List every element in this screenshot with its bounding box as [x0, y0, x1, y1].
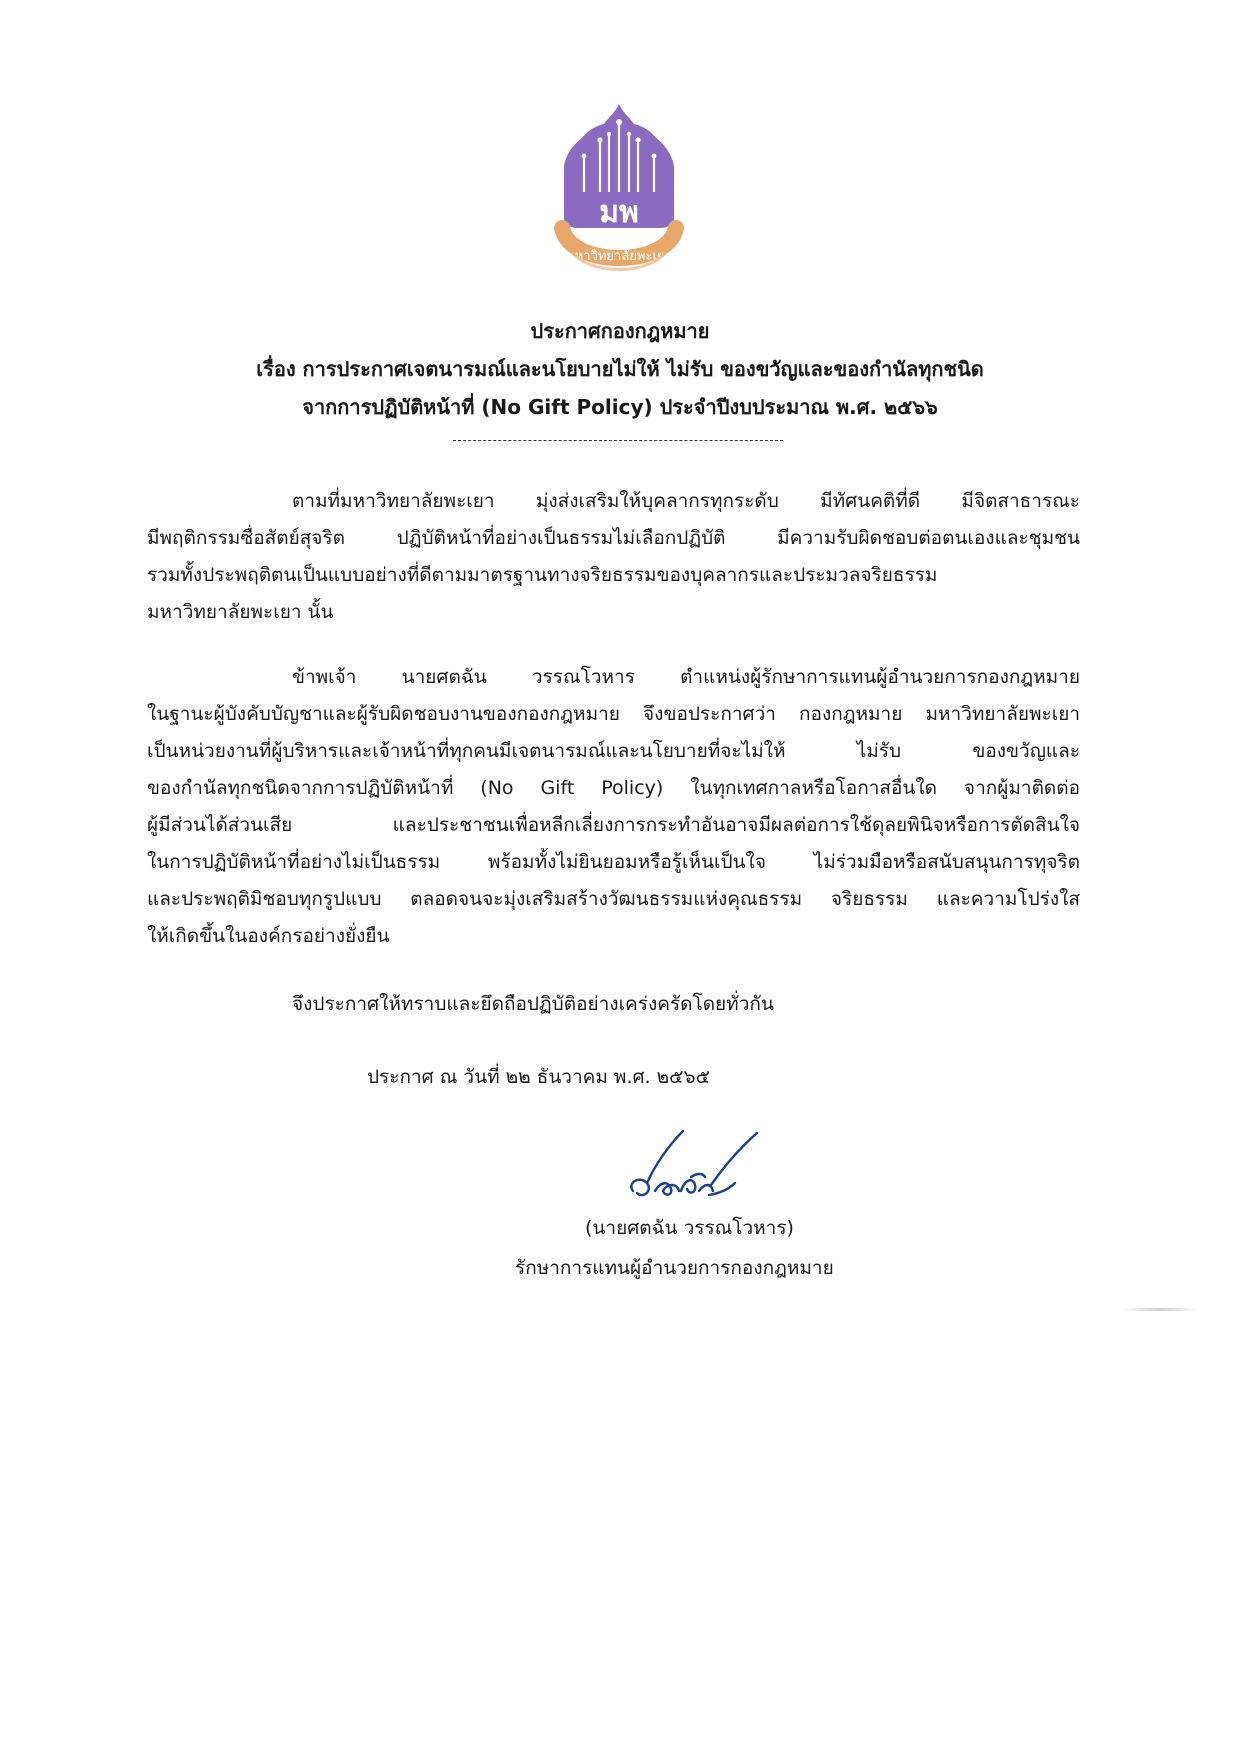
svg-text:มพ: มพ: [599, 195, 639, 230]
paragraph-1-line: ตามที่มหาวิทยาลัยพะเยา มุ่งส่งเสริมให้บุคลากรทุกระดับ มีทัศนคติที่ดี มีจิตสาธารณะ: [292, 490, 1080, 512]
signer-position: รักษาการแทนผู้อำนวยการกองกฎหมาย: [515, 1257, 834, 1279]
paragraph-1-line: มีพฤติกรรมซื่อสัตย์สุจริต ปฏิบัติหน้าที่อย่างเป็นธรรมไม่เลือกปฏิบัติ มีความรับผิดชอบต่อตนเองและชุมชน: [147, 527, 1080, 549]
closing-statement: จึงประกาศให้ทราบและยึดถือปฏิบัติอย่างเคร่งครัดโดยทั่วกัน: [292, 993, 774, 1015]
paragraph-2-line: ในการปฏิบัติหน้าที่อย่างไม่เป็นธรรม พร้อมทั้งไม่ยินยอมหรือรู้เห็นเป็นใจ ไม่ร่วมมือหรือสนับสนุนการทุจริต: [147, 851, 1080, 873]
paragraph-1-line: รวมทั้งประพฤติตนเป็นแบบอย่างที่ดีตามมาตรฐานทางจริยธรรมของบุคลากรและประมวลจริยธรรม: [147, 564, 938, 586]
scan-artifact: [1120, 1308, 1200, 1311]
paragraph-2-line: และประพฤติมิชอบทุกรูปแบบ ตลอดจนจะมุ่งเสริมสร้างวัฒนธรรมแห่งคุณธรรม จริยธรรม และความโปร่งใส: [147, 888, 1080, 910]
title-line-2: เรื่อง การประกาศเจตนารมณ์และนโยบายไม่ให้ ไม่รับ ของขวัญและของกำนัลทุกชนิด: [256, 357, 984, 381]
paragraph-2-line: ในฐานะผู้บังคับบัญชาและผู้รับผิดชอบงานของกองกฎหมาย จึงขอประกาศว่า กองกฎหมาย มหาวิทยาลัยพะเยา: [147, 703, 1080, 725]
paragraph-2-line: ผู้มีส่วนได้ส่วนเสีย และประชาชนเพื่อหลีกเลี่ยงการกระทำอันอาจมีผลต่อการใช้ดุลยพินิจหรือการตัดสินใจ: [147, 814, 1080, 836]
announcement-date: ประกาศ ณ วันที่ ๒๒ ธันวาคม พ.ศ. ๒๕๖๕: [367, 1066, 710, 1088]
announcement-title: [120, 312, 1120, 426]
title-divider: [453, 440, 783, 441]
handwritten-signature: [625, 1125, 765, 1215]
university-seal-logo: [548, 100, 690, 285]
title-line-1: ประกาศกองกฎหมาย: [530, 319, 710, 343]
paragraph-2-line: เป็นหน่วยงานที่ผู้บริหารและเจ้าหน้าที่ทุกคนมีเจตนารมณ์และนโยบายที่จะไม่ให้ ไม่รับ ของขวัญและ: [147, 740, 1080, 762]
title-line-3: จากการปฏิบัติหน้าที่ (No Gift Policy) ประจำปีงบประมาณ พ.ศ. ๒๕๖๖: [302, 395, 938, 419]
body-paragraph-1: [147, 483, 1080, 631]
paragraph-2-line: ของกำนัลทุกชนิดจากการปฏิบัติหน้าที่ (No Gift Policy) ในทุกเทศกาลหรือโอกาสอื่นใด จากผู้มาติดต่อ: [147, 777, 1080, 799]
signer-name: (นายศตฉัน วรรณโวหาร): [585, 1217, 794, 1239]
body-paragraph-2: [147, 659, 1080, 955]
paragraph-1-line: มหาวิทยาลัยพะเยา นั้น: [147, 601, 334, 623]
paragraph-2-line: ให้เกิดขึ้นในองค์กรอย่างยั่งยืน: [147, 925, 390, 947]
logo-ribbon-text: มหาวิทยาลัยพะเยา: [566, 249, 672, 264]
paragraph-2-line: ข้าพเจ้า นายศตฉัน วรรณโวหาร ตำแหน่งผู้รักษาการแทนผู้อำนวยการกองกฎหมาย: [292, 666, 1080, 688]
